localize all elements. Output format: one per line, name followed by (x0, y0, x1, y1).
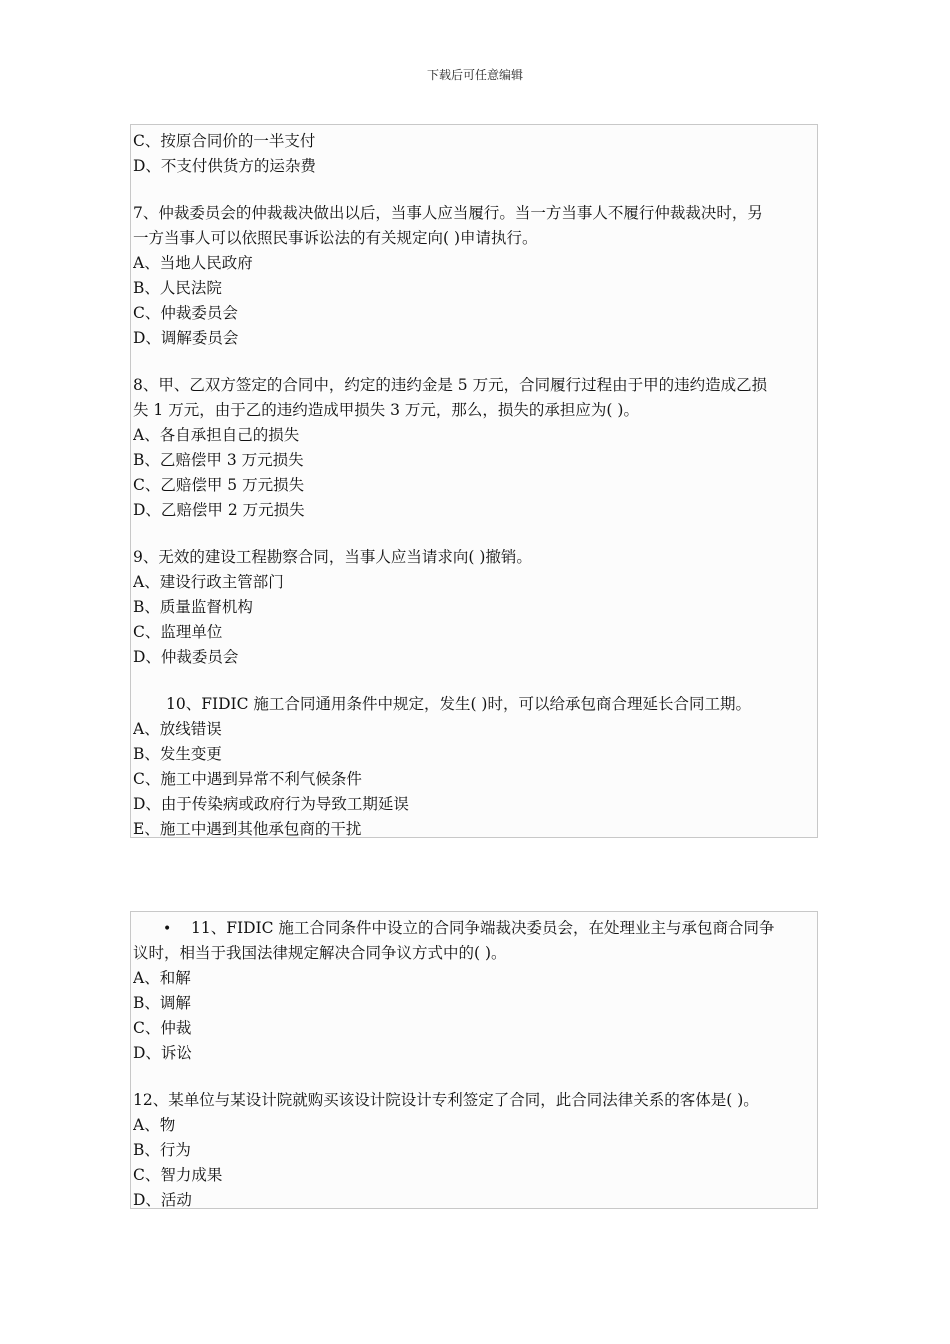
question-7-text: 7、仲裁委员会的仲裁裁决做出以后，当事人应当履行。当一方当事人不履行仲裁裁决时，另 (133, 204, 763, 222)
question-box-2 (130, 911, 818, 1209)
option-d: D、诉讼 (133, 1044, 192, 1062)
option-c: C、仲裁委员会 (133, 304, 238, 322)
page-header: 下载后可任意编辑 (426, 68, 523, 82)
option-c: C、仲裁 (133, 1019, 192, 1037)
question-8-text: 失 1 万元，由于乙的违约造成甲损失 3 万元，那么，损失的承担应为( )。 (133, 401, 639, 419)
option-d: D、仲裁委员会 (133, 648, 239, 666)
question-11-text: 11、FIDIC 施工合同条件中设立的合同争端裁决委员会，在处理业主与承包商合同争 (191, 919, 775, 937)
option-b: B、调解 (133, 994, 191, 1012)
option-c: C、智力成果 (133, 1166, 223, 1184)
option-c: C、监理单位 (133, 623, 223, 641)
bullet-icon: • (163, 921, 172, 937)
option-b: B、发生变更 (133, 745, 222, 763)
question-7-text: 一方当事人可以依照民事诉讼法的有关规定向( )申请执行。 (133, 229, 538, 247)
question-12-text: 12、某单位与某设计院就购买该设计院设计专利签定了合同，此合同法律关系的客体是( )。 (133, 1091, 759, 1109)
option-d: D、调解委员会 (133, 329, 239, 347)
question-10-text: 10、FIDIC 施工合同通用条件中规定，发生( )时，可以给承包商合理延长合同工期。 (166, 695, 751, 713)
option-c: C、乙赔偿甲 5 万元损失 (133, 476, 305, 494)
option-a: A、当地人民政府 (133, 254, 253, 272)
option-d: D、活动 (133, 1191, 192, 1209)
question-box-1 (130, 124, 818, 838)
option-a: A、物 (133, 1116, 176, 1134)
option-b: B、质量监督机构 (133, 598, 253, 616)
option-a: A、建设行政主管部门 (133, 573, 284, 591)
option-e: E、施工中遇到其他承包商的干扰 (133, 820, 362, 838)
option-b: B、人民法院 (133, 279, 222, 297)
option-c: C、按原合同价的一半支付 (133, 132, 316, 150)
question-9-text: 9、无效的建设工程勘察合同，当事人应当请求向( )撤销。 (133, 548, 532, 566)
question-8-text: 8、甲、乙双方签定的合同中，约定的违约金是 5 万元，合同履行过程由于甲的违约造成乙损 (133, 376, 768, 394)
option-b: B、行为 (133, 1141, 191, 1159)
option-a: A、和解 (133, 969, 191, 987)
option-a: A、各自承担自己的损失 (133, 426, 300, 444)
option-b: B、乙赔偿甲 3 万元损失 (133, 451, 304, 469)
option-d: D、由于传染病或政府行为导致工期延误 (133, 795, 409, 813)
question-11-first-line (133, 916, 815, 941)
question-11-text: 议时，相当于我国法律规定解决合同争议方式中的( )。 (133, 944, 507, 962)
option-c: C、施工中遇到异常不利气候条件 (133, 770, 362, 788)
option-d: D、乙赔偿甲 2 万元损失 (133, 501, 305, 519)
option-a: A、放线错误 (133, 720, 222, 738)
option-d: D、不支付供货方的运杂费 (133, 157, 316, 175)
